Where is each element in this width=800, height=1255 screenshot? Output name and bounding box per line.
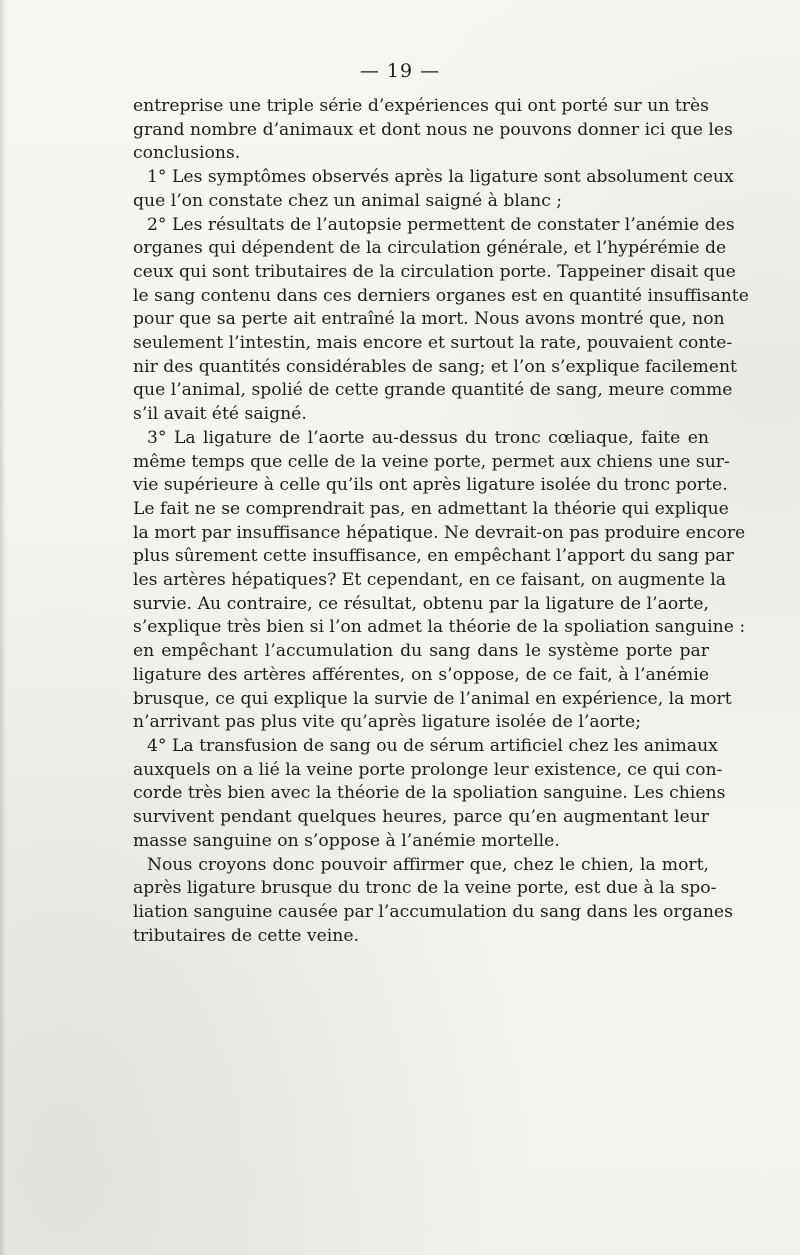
text-line: ceux qui sont tributaires de la circulation porte. Tappeiner disait que (133, 261, 736, 282)
text-line: organes qui dépendent de la circulation générale, et l’hypérémie de (133, 238, 727, 259)
page-edge-shadow (0, 0, 6, 1255)
text-line: le sang contenu dans ces derniers organes est en quantité insuffisante (133, 285, 749, 306)
text-line: survie. Au contraire, ce résultat, obtenu par la ligature de l’aorte, (133, 593, 709, 614)
text-line: masse sanguine on s’oppose à l’anémie mortelle. (133, 830, 560, 851)
body-text (133, 95, 749, 948)
text-line: en empêchant l’accumulation du sang dans le système porte par (133, 641, 709, 662)
text-line: nir des quantités considérables de sang; et l’on s’explique facilement (133, 356, 737, 377)
text-line: 4° La transfusion de sang ou de sérum artificiel chez les animaux (147, 735, 718, 756)
text-line: la mort par insuffisance hépatique. Ne devrait-on pas produire encore (133, 522, 746, 543)
text-line: survivent pendant quelques heures, parce qu’en augmentant leur (133, 807, 709, 828)
text-line: Nous croyons donc pouvoir affirmer que, chez le chien, la mort, (147, 854, 709, 875)
text-line: brusque, ce qui explique la survie de l’animal en expérience, la mort (133, 688, 732, 709)
page-number: — 19 — (359, 60, 441, 82)
text-line: que l’on constate chez un animal saigné à blanc ; (133, 190, 563, 211)
text-line: les artères hépatiques? Et cependant, en ce faisant, on augmente la (133, 570, 726, 591)
text-line: Le fait ne se comprendrait pas, en admettant la théorie qui explique (133, 498, 729, 519)
text-line: conclusions. (133, 143, 241, 164)
text-line: plus sûrement cette insuffisance, en empêchant l’apport du sang par (133, 546, 734, 567)
text-line: 1° Les symptômes observés après la ligature sont absolument ceux (147, 167, 734, 188)
text-line: 3° La ligature de l’aorte au-dessus du tronc cœliaque, faite en (147, 427, 709, 448)
text-line: pour que sa perte ait entraîné la mort. Nous avons montré que, non (133, 309, 725, 330)
text-line: grand nombre d’animaux et dont nous ne pouvons donner ici que les (133, 119, 733, 140)
text-line: 2° Les résultats de l’autopsie permettent de constater l’anémie des (147, 214, 735, 235)
text-line: auxquels on a lié la veine porte prolonge leur existence, ce qui con- (133, 759, 723, 780)
text-line: seulement l’intestin, mais encore et surtout la rate, pouvaient conte- (133, 333, 733, 354)
text-line: vie supérieure à celle qu’ils ont après ligature isolée du tronc porte. (133, 475, 728, 496)
text-line: s’explique très bien si l’on admet la théorie de la spoliation sanguine : (133, 617, 746, 638)
text-line: entreprise une triple série d’expériences qui ont porté sur un très (133, 96, 709, 116)
text-line: que l’animal, spolié de cette grande quantité de sang, meure comme (133, 380, 733, 401)
text-line: tributaires de cette veine. (133, 925, 359, 946)
text-line: n’arrivant pas plus vite qu’après ligature isolée de l’aorte; (133, 712, 642, 733)
text-line: corde très bien avec la théorie de la spoliation sanguine. Les chiens (133, 783, 726, 804)
text-line: liation sanguine causée par l’accumulation du sang dans les organes (133, 901, 733, 922)
text-line: s’il avait été saigné. (133, 404, 307, 425)
text-line: même temps que celle de la veine porte, permet aux chiens une sur- (133, 451, 730, 472)
text-line: après ligature brusque du tronc de la veine porte, est due à la spo- (133, 878, 717, 899)
text-line: ligature des artères afférentes, on s’oppose, de ce fait, à l’anémie (133, 664, 709, 685)
